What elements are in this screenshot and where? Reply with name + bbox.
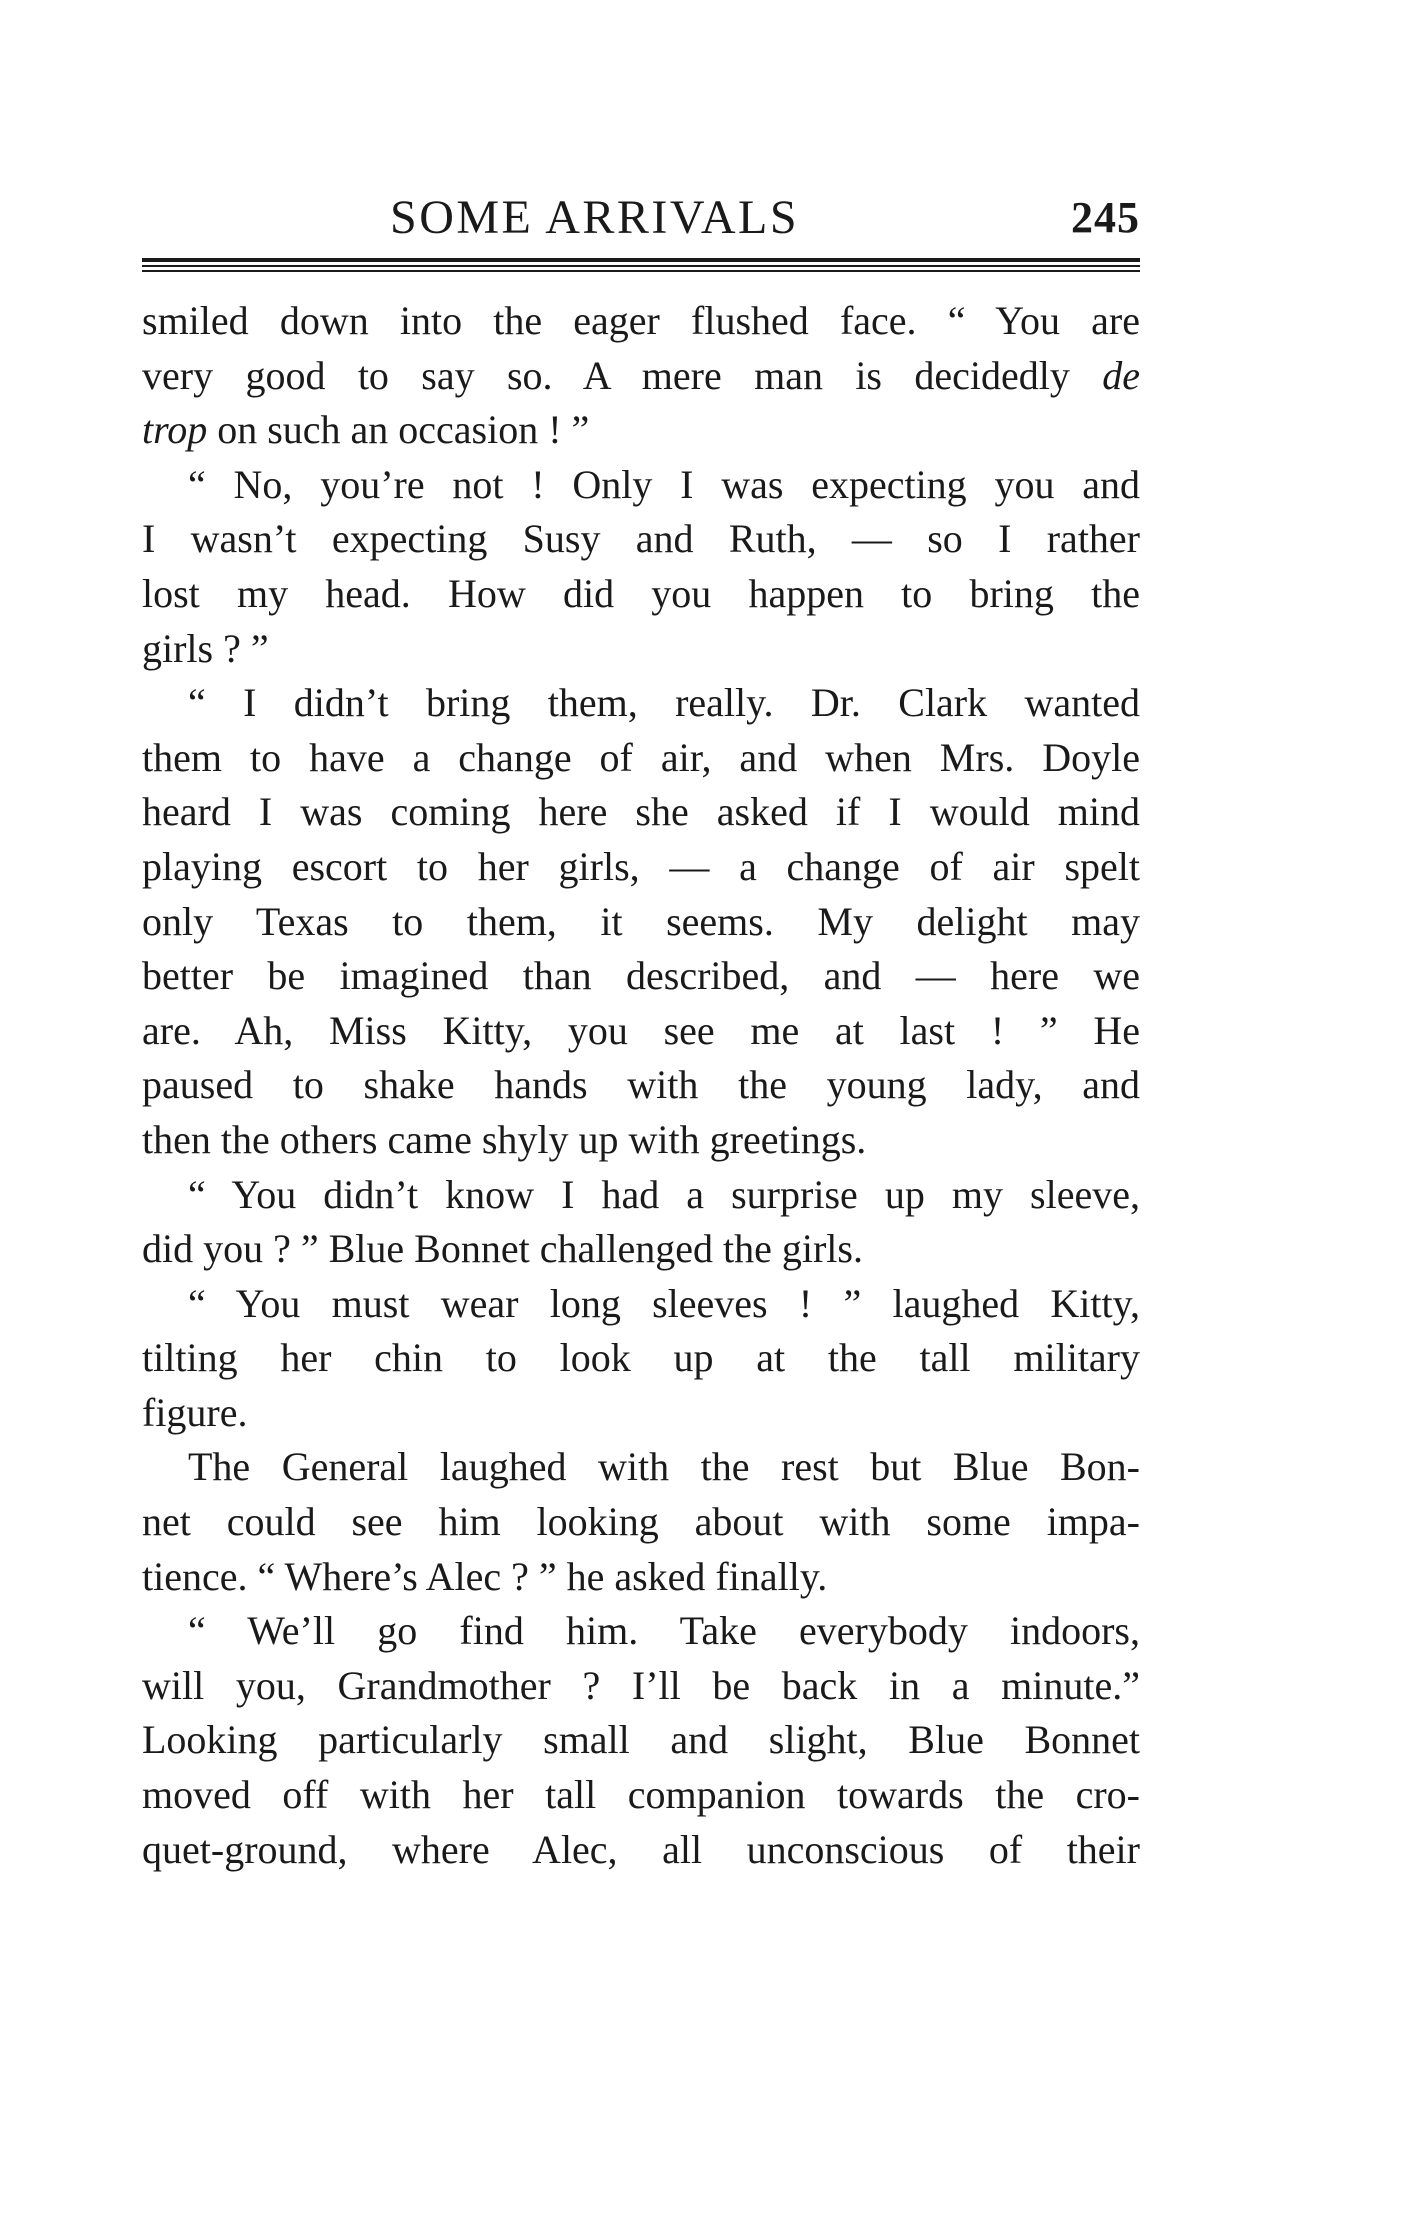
- body-text: [142, 294, 1140, 1877]
- text-segment: very good to say so. A mere man is decidedly: [142, 352, 1070, 398]
- text-line: Looking particularly small and slight, Blue Bonnet: [142, 1717, 1140, 1763]
- italic-text: de: [1102, 352, 1140, 398]
- text-line: “ You didn’t know I had a surprise up my sleeve,: [188, 1171, 1140, 1217]
- text-line: I wasn’t expecting Susy and Ruth, — so I rather: [142, 516, 1140, 562]
- text-line: quet-ground, where Alec, all unconscious of their: [142, 1826, 1140, 1872]
- text-line: are. Ah, Miss Kitty, you see me at last ! ” He: [142, 1007, 1140, 1053]
- text-line: figure.: [142, 1389, 248, 1435]
- text-line: “ You must wear long sleeves ! ” laughed Kitty,: [188, 1280, 1140, 1326]
- text-line: girls ? ”: [142, 625, 269, 671]
- text-line: net could see him looking about with some impa-: [142, 1499, 1140, 1545]
- text-line: then the others came shyly up with greetings.: [142, 1116, 867, 1162]
- text-line: smiled down into the eager flushed face. “ You are: [142, 298, 1140, 343]
- header-rule: [142, 258, 1140, 262]
- text-line: “ I didn’t bring them, really. Dr. Clark wanted: [188, 680, 1140, 726]
- text-line: tilting her chin to look up at the tall military: [142, 1335, 1140, 1381]
- page-header: [142, 188, 1140, 248]
- header-rule: [142, 265, 1140, 267]
- text-line: better be imagined than described, and — here we: [142, 953, 1140, 999]
- text-line: heard I was coming here she asked if I would mind: [142, 789, 1140, 835]
- text-line: did you ? ” Blue Bonnet challenged the girls.: [142, 1226, 863, 1272]
- italic-text: trop: [142, 407, 208, 453]
- text-line: [142, 349, 1140, 404]
- text-line: “ No, you’re not ! Only I was expecting you and: [188, 461, 1140, 507]
- text-line: “ We’ll go find him. Take everybody indoors,: [188, 1608, 1140, 1654]
- text-line: only Texas to them, it seems. My delight may: [142, 898, 1140, 944]
- text-line: lost my head. How did you happen to bring the: [142, 570, 1140, 616]
- running-title: SOME ARRIVALS: [390, 191, 800, 244]
- text-segment: on such an occasion ! ”: [217, 407, 590, 453]
- text-line: moved off with her tall companion towards the cro-: [142, 1772, 1140, 1818]
- text-line: them to have a change of air, and when Mrs. Doyle: [142, 734, 1140, 780]
- page-number: 245: [1071, 193, 1140, 242]
- text-line: paused to shake hands with the young lady, and: [142, 1062, 1140, 1108]
- text-line: playing escort to her girls, — a change of air spelt: [142, 843, 1140, 889]
- text-line: [142, 403, 1140, 458]
- text-line: will you, Grandmother ? I’ll be back in a minute.”: [142, 1662, 1140, 1708]
- header-rule: [142, 270, 1140, 272]
- text-line: tience. “ Where’s Alec ? ” he asked finally.: [142, 1553, 828, 1599]
- text-line: The General laughed with the rest but Blue Bon-: [188, 1444, 1140, 1490]
